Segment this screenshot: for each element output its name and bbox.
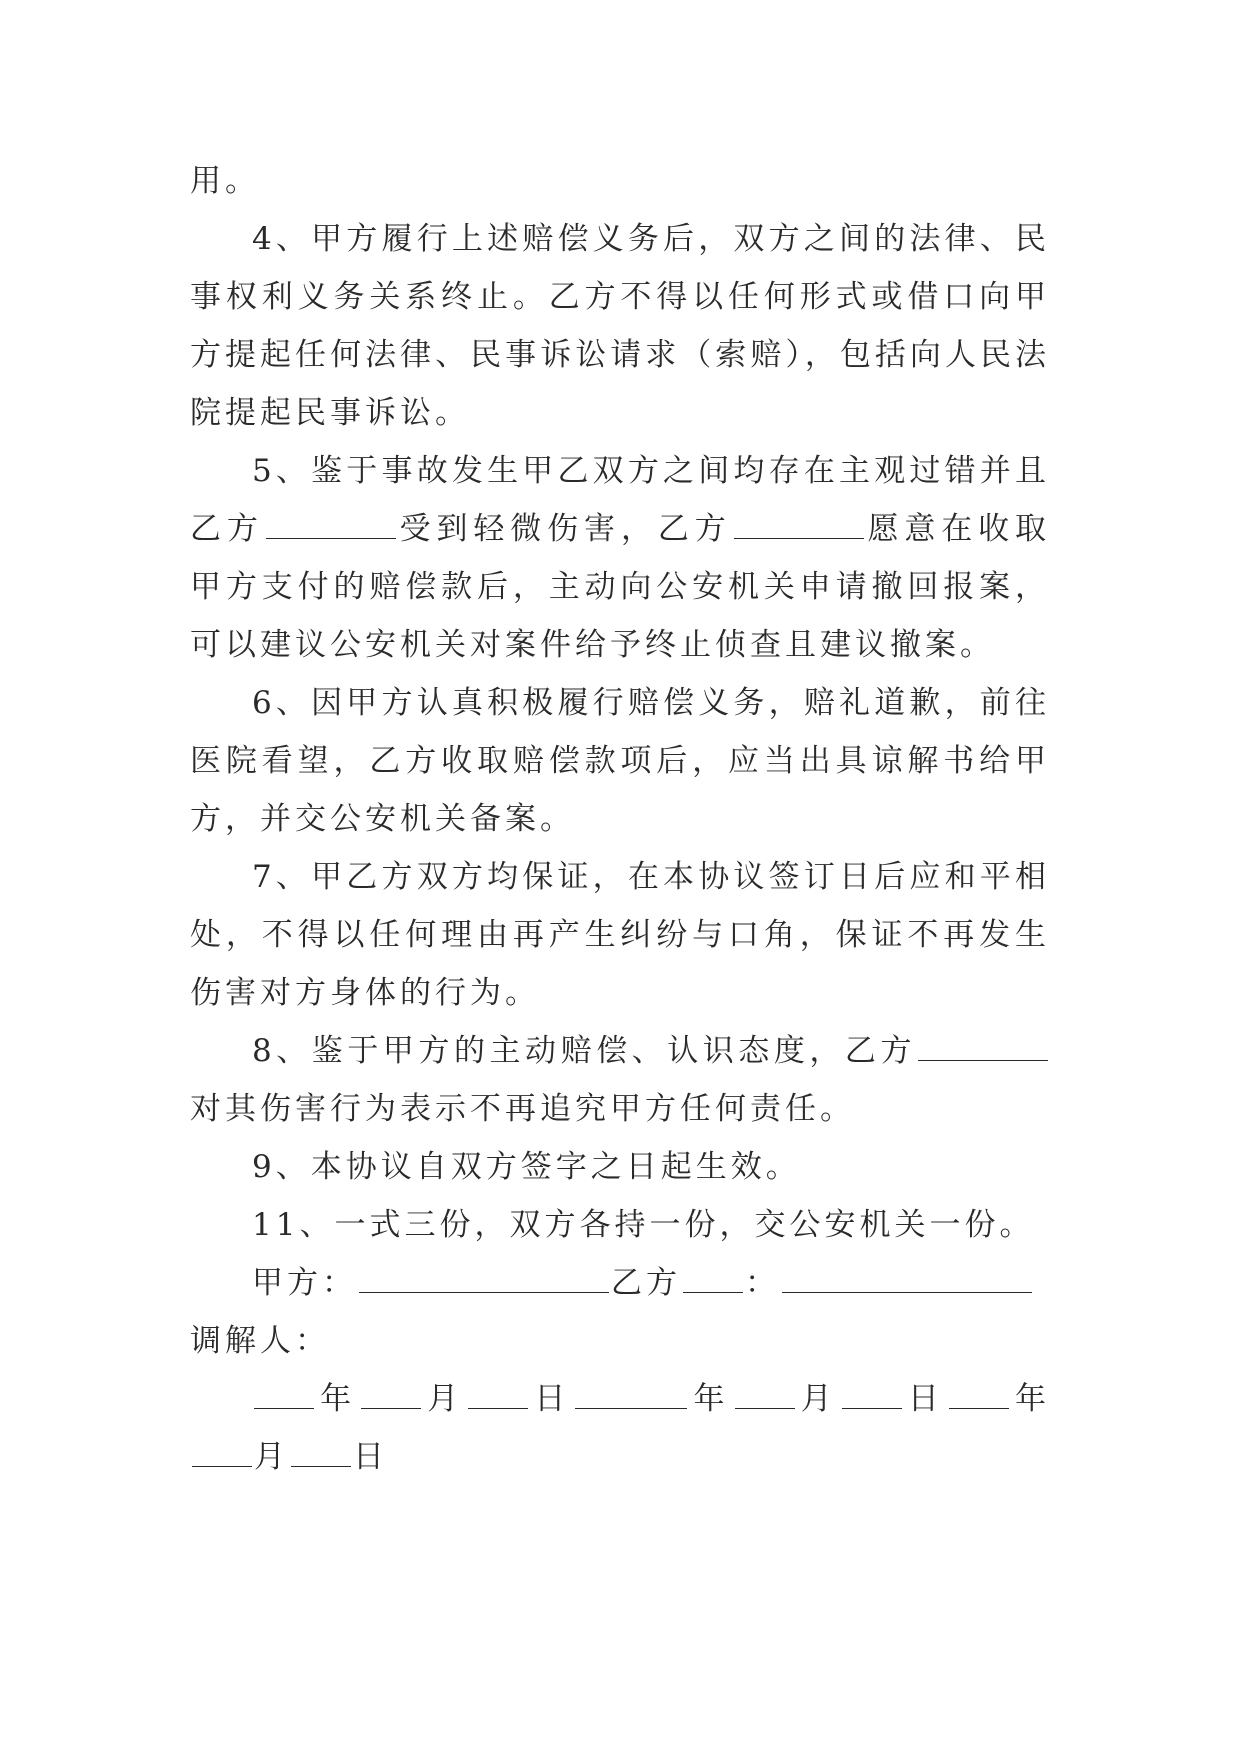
paragraph-text: 受到轻微伤害，乙方 <box>397 511 732 547</box>
clause-5 <box>190 442 1050 674</box>
paragraph-text: 愿意在收取甲方支付的赔偿款后，主动向公安机关申请撤回报案，可以建议公安机关对案件给予终止侦查且建议撤案。 <box>190 511 1051 663</box>
blank-line <box>266 512 396 539</box>
party-b-label: 乙方 <box>611 1265 681 1301</box>
party-a-signature-blank <box>359 1266 609 1293</box>
day-label: 日 <box>353 1439 388 1475</box>
blank-line <box>254 1382 314 1409</box>
clause-6 <box>190 674 1050 848</box>
blank-line <box>575 1382 687 1409</box>
blank-line <box>735 1382 795 1409</box>
blank-line <box>192 1440 252 1467</box>
clause-7 <box>190 848 1050 1022</box>
paragraph-text: 11、一式三份，双方各持一份，交公安机关一份。 <box>252 1207 1035 1243</box>
paragraph-text: 对其伤害行为表示不再追究甲方任何责任。 <box>190 1091 855 1127</box>
signature-line <box>190 1254 1050 1312</box>
blank-line <box>918 1034 1048 1061</box>
paragraph-text: 7、甲乙方双方均保证，在本协议签订日后应和平相处，不得以任何理由再产生纠纷与口角，保证不再发生伤害对方身体的行为。 <box>190 859 1050 1011</box>
paragraph-continuation <box>190 152 1050 210</box>
blank-line <box>949 1382 1009 1409</box>
mediator-line <box>190 1312 1050 1370</box>
date-line <box>190 1370 1050 1486</box>
year-label: 年 <box>316 1381 360 1417</box>
year-label: 年 <box>1010 1381 1051 1417</box>
party-b-signature-blank <box>782 1266 1032 1293</box>
clause-4 <box>190 210 1050 442</box>
day-label: 日 <box>530 1381 574 1417</box>
mediator-label: 调解人： <box>190 1323 330 1359</box>
month-label: 月 <box>796 1381 840 1417</box>
blank-line <box>361 1382 421 1409</box>
month-label: 月 <box>254 1439 289 1475</box>
blank-line <box>734 512 864 539</box>
blank-line <box>468 1382 528 1409</box>
paragraph-text: 8、鉴于甲方的主动赔偿、认识态度，乙方 <box>252 1033 916 1069</box>
month-label: 月 <box>423 1381 467 1417</box>
paragraph-text: 用。 <box>190 163 260 199</box>
clause-11 <box>190 1196 1050 1254</box>
blank-line <box>683 1266 743 1293</box>
paragraph-text: 6、因甲方认真积极履行赔偿义务，赔礼道歉，前往医院看望，乙方收取赔偿款项后，应当出具谅解书给甲方，并交公安机关备案。 <box>190 685 1050 837</box>
agreement-body <box>190 152 1050 1486</box>
colon: ： <box>745 1265 780 1301</box>
clause-9 <box>190 1138 1050 1196</box>
paragraph-text: 4、甲方履行上述赔偿义务后，双方之间的法律、民事权利义务关系终止。乙方不得以任何形式或借口向甲方提起任何法律、民事诉讼请求（索赔），包括向人民法院提起民事诉讼。 <box>190 221 1050 431</box>
year-label: 年 <box>689 1381 733 1417</box>
day-label: 日 <box>903 1381 947 1417</box>
paragraph-text: 9、本协议自双方签字之日起生效。 <box>252 1149 801 1185</box>
clause-8 <box>190 1022 1050 1138</box>
blank-line <box>291 1440 351 1467</box>
paragraph-text: 5、鉴于事故发生甲乙双方之间均存在主观过错并且乙方 <box>190 453 1050 547</box>
blank-line <box>842 1382 902 1409</box>
party-a-label: 甲方： <box>252 1265 357 1301</box>
